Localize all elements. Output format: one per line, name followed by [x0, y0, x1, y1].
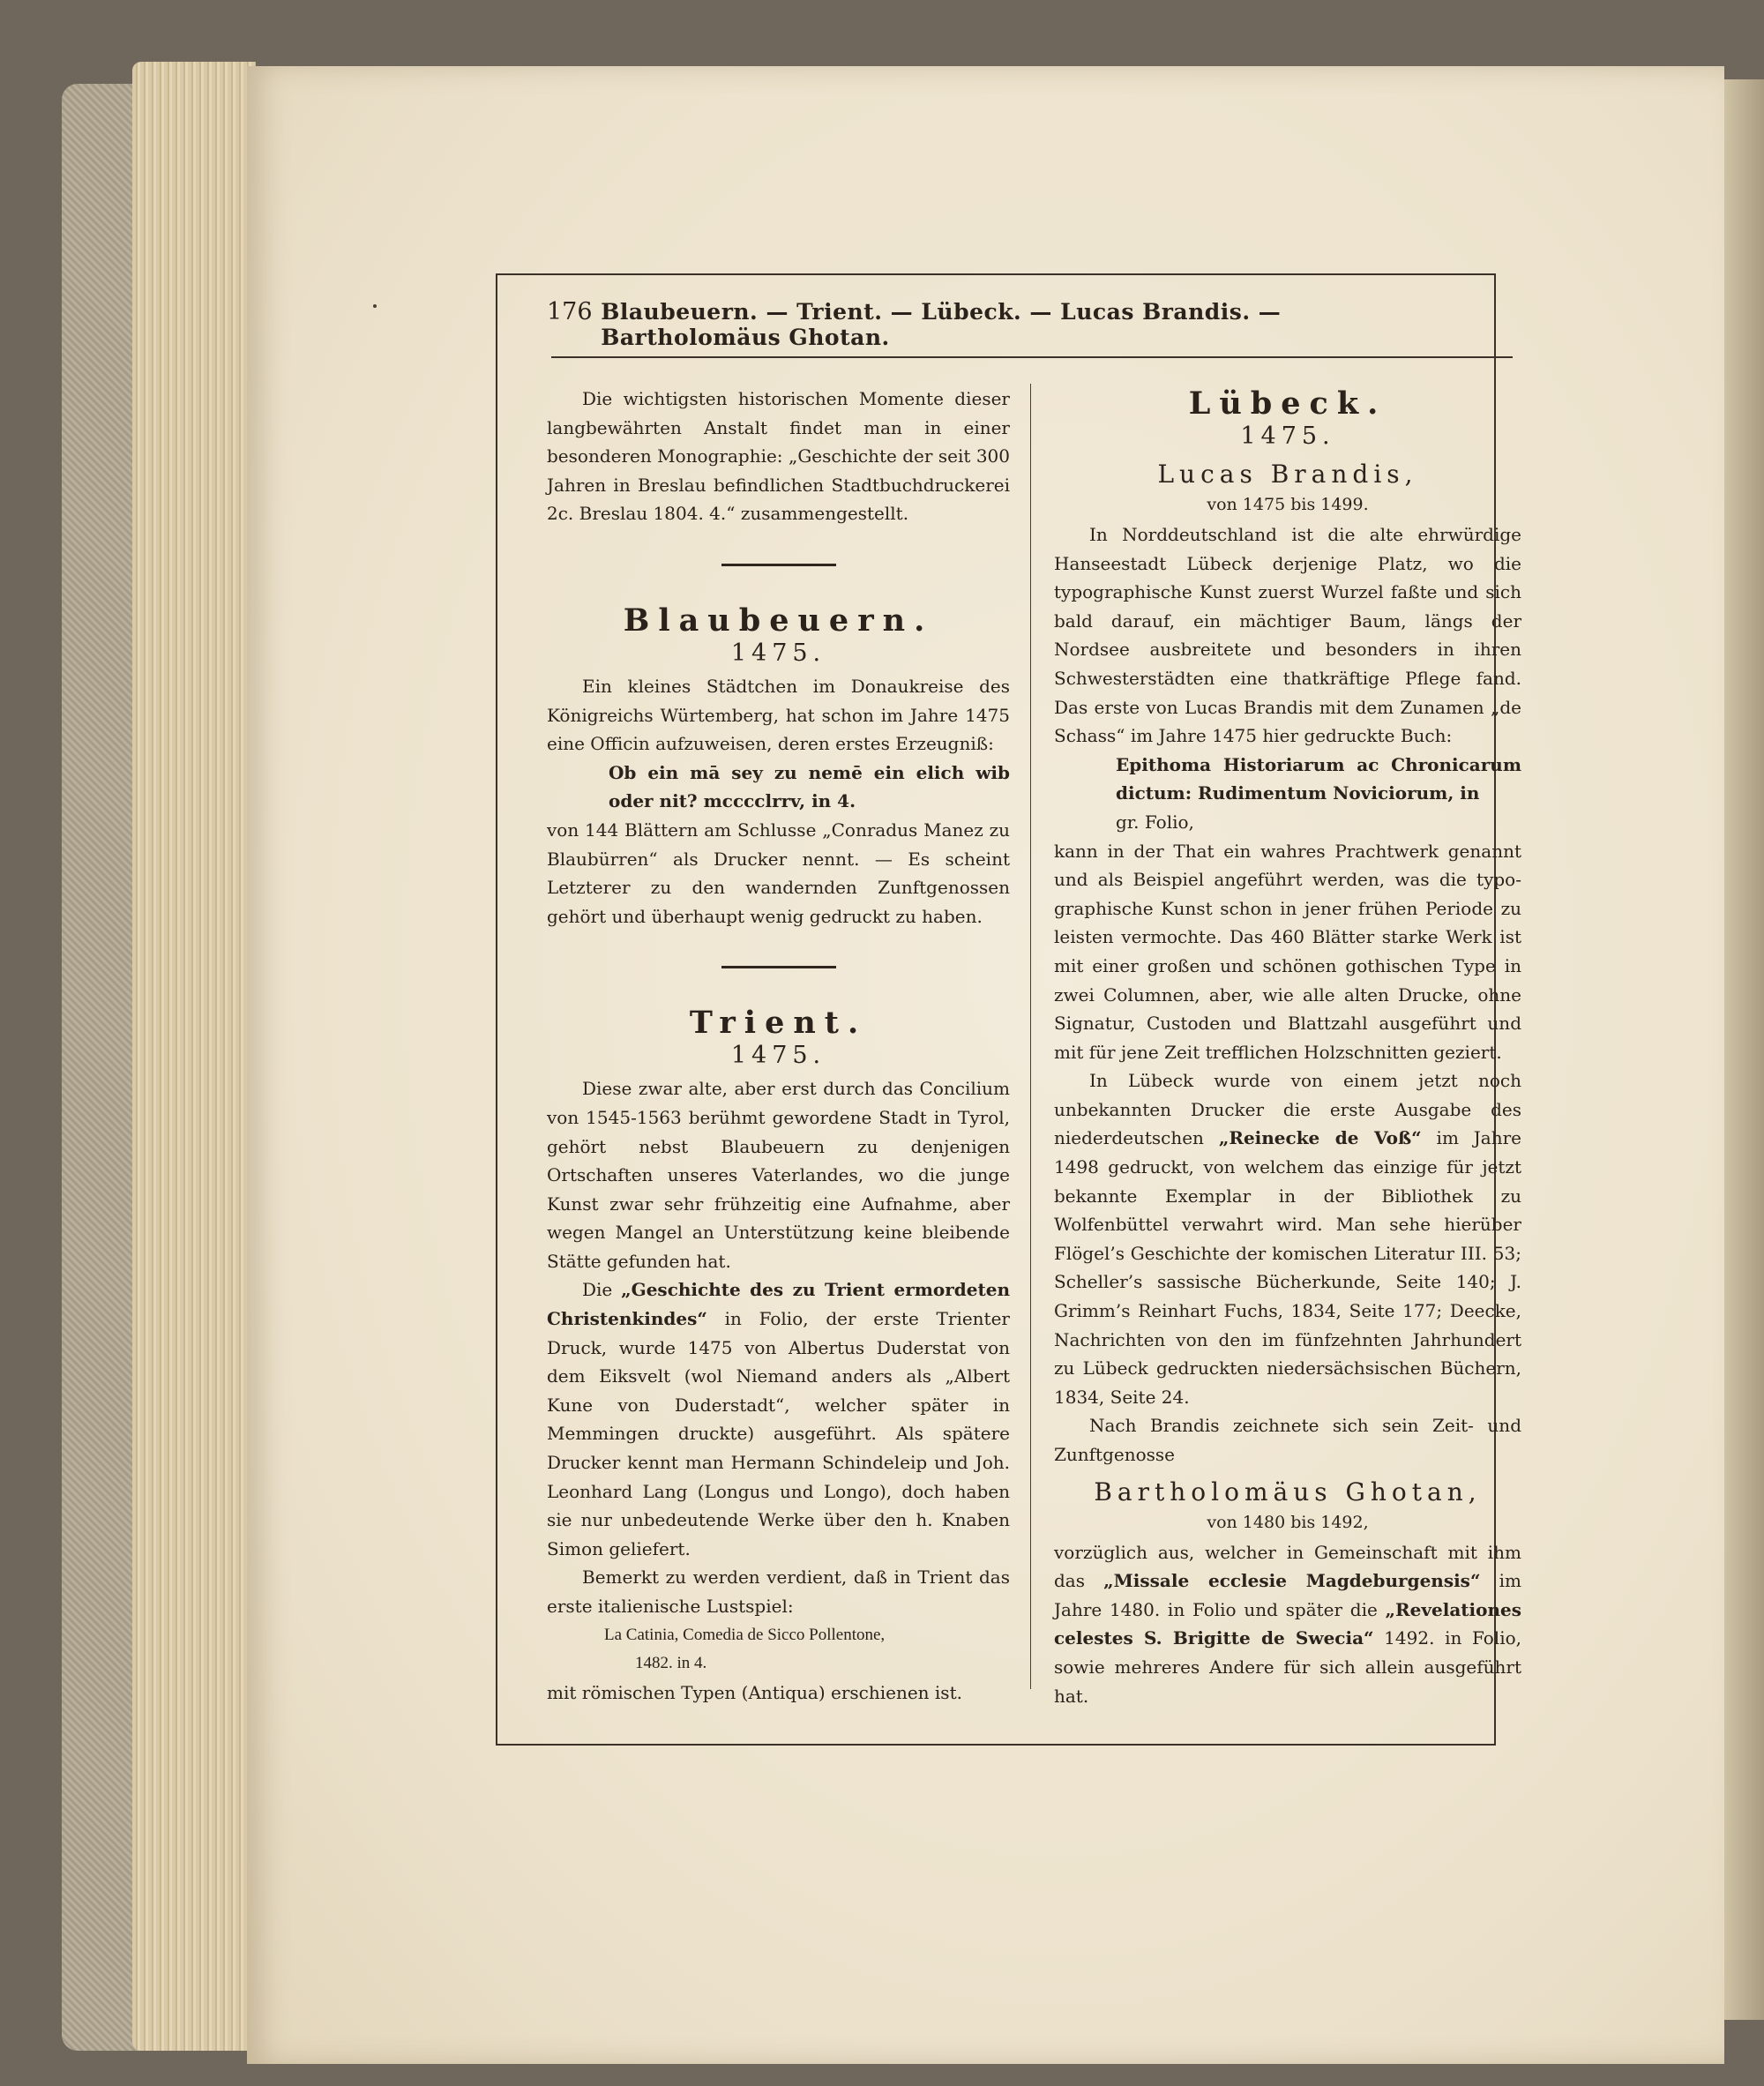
luebeck-paragraph-4: Nach Brandis zeichnete sich sein Zeit- und Zunftgenosse — [1054, 1415, 1521, 1465]
text-run: im Jahre 1498 gedruckt, von welchem das einzige für jetzt bekannte Exemplar in der Bibliothek zu Wolfenbüttel verwahrt wird. Man sehe hierüber Flögel’s Geschichte der komischen Literatur III. 53; Scheller’s sassische Bücherkunde, Seite 140; J. Grimm’s Reinhart Fuchs, 1834, Seite 177; Deecke, Nachrichten von den im fünfzehnten Jahrhundert zu Lübeck gedruckten niedersächsischen Büchern, 1834, Seite 24. — [1054, 1127, 1521, 1408]
luebeck-paragraph-2: kann in der That ein wahres Prachtwerk genannt und als Beispiel angeführt werden, was die typographische Kunst schon in jener frühen Periode zu leisten vermochte. Das 460 Blätter starke Werk ist mit einer großen und schönen gothischen Type in zwei Columnen, aber, wie alle alten Drucke, ohne Signatur, Custoden und Blattzahl ausgeführt und mit für jene Zeit trefflichen Holzschnitten geziert. — [1054, 840, 1521, 1063]
blaubeuern-paragraph-2: von 144 Blättern am Schlusse „Conradus Manez zu Blaubürren“ als Drucker nennt. — Es scheint Letzterer zu den wandernden Zunftgenossen gehört und überhaupt wenig gedruckt zu haben. — [547, 819, 1010, 927]
trient-paragraph-3: Bemerkt zu werden verdient, daß in Trient das erste italienische Lustspiel: — [547, 1566, 1010, 1617]
intro-paragraph: Die wichtigsten historischen Momente dieser langbewährten Anstalt findet man in einer besonderen Monographie: „Geschichte der seit 300 Jahren in Breslau befindlichen Stadtbuchdruckerei 2c. Breslau 1804. 4.“ zusammengestellt. — [547, 388, 1010, 525]
printer-name-brandis: Lucas Brandis, — [1157, 460, 1418, 489]
work-title-missale: „Missale ecclesie Magdeburgensis“ — [1103, 1570, 1481, 1592]
section-year-blaubeuern: 1475. — [730, 639, 826, 667]
roman-title-line-2: 1482. in 4. — [635, 1654, 707, 1673]
section-title-luebeck: Lübeck. — [1188, 385, 1387, 422]
work-title-rudimentum: Epithoma Historiarum ac Chronicarum dictum: Rudimentum Noviciorum, in — [1116, 753, 1521, 804]
text-run: in Folio, der erste Trienter Druck, wurde 1475 von Albertus Duderstat von dem Eiksvelt (wol Niemand anders als „Albert Kune von Duderstadt“, welcher später in Memmingen druckte) ausgeführt. Als spätere Drucker kennt man Hermann Schindeleip und Joh. Leonhard Lang (Longus und Longo), doch haben sie nur unbedeutende Werke über den h. Knaben Simon geliefert. — [547, 1308, 1010, 1559]
luebeck-paragraph-1: In Norddeutschland ist die alte ehrwürdige Hanseestadt Lübeck derjenige Platz, wo die typographische Kunst zuerst Wurzel faßte und sich bald darauf, ein mächtiger Baum, längs der Nordsee ausbreitete und besonders in ihren Schwesterstädten eine thatkräftige Pflege fand. Das erste von Lucas Brandis mit dem Zunamen „de Schass“ im Jahre 1475 hier gedruckte Buch: — [1054, 524, 1521, 747]
section-separator — [721, 966, 836, 968]
left-column — [547, 385, 1010, 1707]
blaubeuern-paragraph-1: Ein kleines Städtchen im Donaukreise des Königreichs Würtemberg, hat schon im Jahre 1475 eine Officin aufzuweisen, deren erstes Erzeugniß: — [547, 675, 1010, 755]
section-title-trient: Trient. — [689, 1005, 868, 1042]
text-run: im Jahre 1480. in Folio und später die — [1054, 1570, 1521, 1620]
printer-name-ghotan: Bartholomäus Ghotan, — [1094, 1477, 1482, 1507]
section-separator — [721, 564, 836, 566]
blaubeuern-work-title: Ob ein mā sey zu nemē ein elich wib oder nit? mcccclrrv, in 4. — [609, 761, 1010, 812]
trient-paragraph-2 — [547, 1275, 1010, 1563]
header-rule — [551, 356, 1513, 358]
page-mark — [373, 304, 377, 308]
section-title-blaubeuern: Blaubeuern. — [623, 602, 934, 639]
trient-paragraph-4: mit römischen Typen (Antiqua) erschienen ist. — [547, 1681, 962, 1703]
printer-dates-brandis: von 1475 bis 1499. — [1207, 495, 1369, 514]
printer-dates-ghotan: von 1480 bis 1492, — [1207, 1512, 1369, 1532]
section-year-trient: 1475. — [730, 1042, 826, 1070]
trient-paragraph-1: Diese zwar alte, aber erst durch das Concilium von 1545-1563 berühmt gewordene Stadt in Tyrol, gehört nebst Blaubeuern zu denjenigen Ortschaften unseres Vaterlandes, wo die junge Kunst zwar sehr frühzeitig eine Aufnahme, aber wegen Mangel an Unterstützung keine bleibende Stätte gefunden hat. — [547, 1078, 1010, 1272]
text-run: 1492. in Folio, sowie mehreres Andere für sich allein ausgeführt hat. — [1054, 1627, 1521, 1707]
luebeck-paragraph-3 — [1054, 1066, 1521, 1411]
page-edges — [132, 62, 256, 2051]
text-run: vorzüglich aus, welcher in Gemeinschaft mit ihm das — [1054, 1541, 1521, 1592]
running-header — [547, 298, 1455, 350]
column-divider — [1030, 384, 1031, 1689]
luebeck-paragraph-5 — [1054, 1538, 1521, 1711]
right-column — [1054, 379, 1521, 1710]
work-format: gr. Folio, — [1116, 811, 1194, 833]
running-title: Blaubeuern. — Trient. — Lübeck. — Lucas Brandis. — Bartholomäus Ghotan. — [601, 299, 1282, 350]
facing-page-edge — [1724, 79, 1764, 2020]
work-title-reinecke: „Reinecke de Voß“ — [1218, 1127, 1422, 1149]
roman-title-line-1: La Catinia, Comedia de Sicco Pollentone, — [604, 1625, 886, 1644]
text-run: In Lübeck wurde von einem jetzt noch unbekannten Drucker die erste Ausgabe des niederdeutschen — [1054, 1070, 1521, 1149]
work-title-revelationes: „Revelationes celestes S. Brigitte de Swecia“ — [1054, 1598, 1521, 1649]
section-year-luebeck: 1475. — [1240, 422, 1335, 450]
book-cover-cloth — [62, 84, 141, 2051]
page-number: 176 — [547, 298, 593, 325]
text-run: Die — [582, 1279, 622, 1301]
work-title-christenkind: „Geschichte des zu Trient ermordeten Christenkindes“ — [547, 1279, 1010, 1330]
